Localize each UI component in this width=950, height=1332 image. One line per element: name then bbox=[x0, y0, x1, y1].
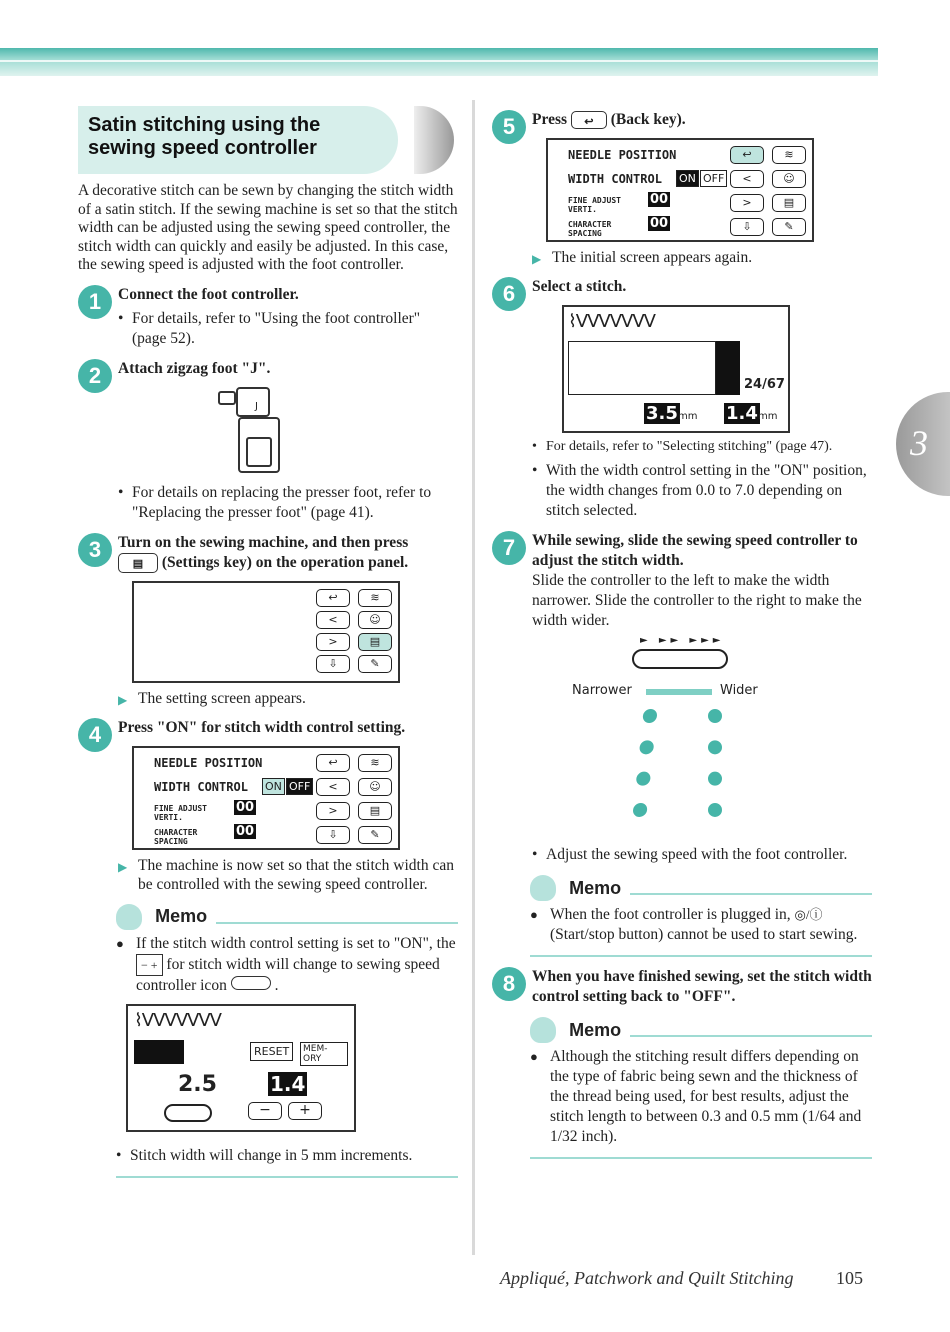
memo-bell-icon bbox=[530, 875, 556, 901]
step-1 bbox=[78, 285, 458, 349]
memo-bell-icon bbox=[116, 904, 142, 930]
char-key[interactable]: ☺ bbox=[358, 778, 392, 796]
step-3 bbox=[78, 533, 458, 708]
width-unit: mm bbox=[678, 411, 698, 422]
step-result: ▶ The initial screen appears again. bbox=[532, 248, 872, 267]
right-column bbox=[492, 110, 872, 1159]
memo-text-a: If the stitch width control setting is set to "ON", the bbox=[136, 934, 456, 952]
chapter-tab bbox=[896, 392, 950, 496]
memory-key[interactable]: ⇩ bbox=[316, 826, 350, 844]
fine-adjust-value: 00 bbox=[650, 192, 669, 207]
step-6 bbox=[492, 277, 872, 521]
step-7 bbox=[492, 531, 872, 865]
char-key[interactable]: ☺ bbox=[358, 611, 392, 629]
width-minus-button[interactable]: − bbox=[248, 1102, 282, 1120]
back-key[interactable]: ↩ bbox=[316, 754, 350, 772]
help-key[interactable]: ✎ bbox=[358, 826, 392, 844]
fine-adjust-label: FINE ADJUST VERTI. bbox=[568, 196, 621, 214]
memory-button[interactable]: MEM-ORY bbox=[300, 1042, 348, 1066]
step-heading: When you have finished sewing, set the stitch width control setting back to "OFF". bbox=[532, 968, 872, 1005]
step-bullet: • For details on replacing the presser foot, refer to "Replacing the presser foot" (page 41). bbox=[118, 483, 458, 523]
step-heading-cont: (Back key). bbox=[610, 111, 686, 128]
length-unit: mm bbox=[758, 411, 778, 422]
fine-adjust-label: FINE ADJUST VERTI. bbox=[154, 803, 207, 822]
settings-screen bbox=[132, 581, 400, 683]
step-number: 1 bbox=[78, 285, 112, 319]
step-heading: Select a stitch. bbox=[532, 278, 627, 295]
narrower-label: Narrower bbox=[572, 683, 632, 698]
back-key-icon: ↩ bbox=[571, 111, 607, 129]
char-spacing-label: CHARACTER SPACING bbox=[154, 827, 198, 846]
foot-label: J bbox=[255, 400, 258, 412]
memo-text-c: . bbox=[274, 976, 279, 994]
step-number: 4 bbox=[78, 718, 112, 752]
wider-label: Wider bbox=[720, 683, 758, 698]
minus-plus-icon: − + bbox=[136, 954, 163, 976]
step-heading: Press "ON" for stitch width control setting. bbox=[118, 718, 406, 736]
memo-text-b: (Start/stop button) cannot be used to start sewing. bbox=[550, 926, 858, 943]
memory-key[interactable]: ⇩ bbox=[730, 218, 764, 236]
memo-box-1 bbox=[116, 904, 458, 1178]
step-4 bbox=[78, 718, 458, 894]
zigzag-foot-illustration bbox=[218, 387, 458, 479]
on-button[interactable]: ON bbox=[262, 778, 285, 795]
needle-position-label: NEEDLE POSITION bbox=[154, 755, 263, 770]
step-2 bbox=[78, 359, 458, 523]
back-key[interactable]: ↩ bbox=[316, 589, 350, 607]
step-bullet: • With the width control setting in the "ON" position, the width changes from 0.0 to 7.0 depending on stitch selected. bbox=[532, 461, 872, 521]
settings-key[interactable]: ▤ bbox=[358, 802, 392, 820]
speed-controller-icon bbox=[231, 976, 271, 990]
width-plus-button[interactable]: + bbox=[288, 1102, 322, 1120]
stitch-display-left bbox=[134, 1040, 184, 1064]
width-value: 2.5 bbox=[178, 1071, 217, 1097]
step-8 bbox=[492, 967, 872, 1007]
step-bullet: • For details, refer to "Selecting stitching" (page 47). bbox=[532, 437, 872, 457]
width-control-label: WIDTH CONTROL bbox=[568, 172, 662, 186]
step-number: 2 bbox=[78, 359, 112, 393]
page-number: 105 bbox=[836, 1268, 863, 1288]
length-value: 1.4 bbox=[726, 403, 758, 424]
memo-title: Memo bbox=[569, 877, 622, 898]
memory-key[interactable]: ⇩ bbox=[316, 655, 350, 673]
selected-stitch[interactable] bbox=[716, 341, 740, 395]
length-value: 1.4 bbox=[270, 1071, 306, 1096]
section-title: Satin stitching using the sewing speed controller bbox=[88, 114, 321, 159]
step-result: ▶ The setting screen appears. bbox=[118, 689, 458, 708]
step-number: 5 bbox=[492, 110, 526, 144]
back-key[interactable]: ↩ bbox=[730, 146, 764, 164]
step-heading: Press bbox=[532, 111, 568, 128]
chapter-number: 3 bbox=[910, 423, 928, 463]
settings-key-icon: ▤ bbox=[118, 553, 158, 573]
step-bullet: • Adjust the sewing speed with the foot controller. bbox=[532, 845, 872, 865]
off-button[interactable]: OFF bbox=[700, 170, 727, 187]
stitch-select-screen bbox=[562, 305, 790, 433]
off-button[interactable]: OFF bbox=[286, 778, 313, 795]
column-divider bbox=[472, 100, 475, 1255]
needle-position-label: NEEDLE POSITION bbox=[568, 148, 677, 162]
memo-title: Memo bbox=[569, 1019, 622, 1040]
fine-adjust-value: 00 bbox=[236, 799, 255, 815]
stitch-memo-screen bbox=[126, 1004, 356, 1132]
step-number: 7 bbox=[492, 531, 526, 565]
memo-bullet: • Stitch width will change in 5 mm increments. bbox=[116, 1146, 458, 1166]
on-button[interactable]: ON bbox=[676, 170, 699, 187]
step-5 bbox=[492, 110, 872, 267]
next-key[interactable]: > bbox=[316, 802, 350, 820]
step-heading-cont: (Settings key) on the operation panel. bbox=[161, 553, 409, 571]
step-number: 3 bbox=[78, 533, 112, 567]
intro-text: A decorative stitch can be sewn by changing the stitch width of a satin stitch. If the sewing machine is set so that the stitch width can be adjusted using the sewing speed controller, the stitch width can quickly and easily be adjusted. In this case, the sewing speed is adjusted with the foot controller. bbox=[78, 182, 458, 273]
step-heading: Attach zigzag foot "J". bbox=[118, 359, 271, 377]
speed-arrows: ► ►► ►►► bbox=[640, 635, 725, 646]
step-result: ▶ The machine is now set so that the stitch width can be controlled with the sewing speed controller. bbox=[118, 856, 458, 894]
memo-box-3 bbox=[530, 1017, 872, 1159]
speed-slider[interactable] bbox=[632, 649, 728, 669]
step-text: Slide the controller to the left to make the width narrower. Slide the controller to the right to make the width wider. bbox=[532, 572, 862, 629]
stitch-key[interactable]: ≋ bbox=[358, 589, 392, 607]
back-screen bbox=[546, 138, 814, 242]
width-value: 3.5 bbox=[646, 403, 678, 424]
help-key[interactable]: ✎ bbox=[772, 218, 806, 236]
speed-controller-icon bbox=[164, 1104, 212, 1122]
stitch-counter: 24/67 bbox=[744, 377, 785, 392]
step-heading: While sewing, slide the sewing speed controller to adjust the stitch width. bbox=[532, 532, 858, 569]
header-band bbox=[0, 48, 878, 76]
section-title-box bbox=[78, 100, 453, 170]
step-heading: Turn on the sewing machine, and then press bbox=[118, 533, 409, 551]
prev-key[interactable]: < bbox=[730, 170, 764, 188]
left-column bbox=[78, 100, 458, 1178]
step-number: 8 bbox=[492, 967, 526, 1001]
settings-key[interactable]: ▤ bbox=[358, 633, 392, 651]
zigzag-display: ⌇ᐯᐯᐯᐯᐯᐯᐯ bbox=[568, 311, 655, 332]
next-key[interactable]: > bbox=[730, 194, 764, 212]
memo-text-b: for stitch width will change to sewing speed controller icon bbox=[136, 955, 440, 994]
memo-bell-icon bbox=[530, 1017, 556, 1043]
char-key[interactable]: ☺ bbox=[772, 170, 806, 188]
stitch-grid bbox=[568, 341, 716, 395]
double-arrow-icon bbox=[646, 689, 712, 695]
memo-title: Memo bbox=[155, 906, 208, 927]
zigzag-display: ⌇ᐯᐯᐯᐯᐯᐯᐯ bbox=[134, 1009, 221, 1031]
char-spacing-value: 00 bbox=[236, 823, 255, 839]
width-control-screen bbox=[132, 746, 400, 850]
width-control-label: WIDTH CONTROL bbox=[154, 779, 248, 794]
prev-key[interactable]: < bbox=[316, 778, 350, 796]
step-bullet: • For details, refer to "Using the foot controller" (page 52). bbox=[118, 309, 458, 349]
stitch-key[interactable]: ≋ bbox=[772, 146, 806, 164]
settings-key[interactable]: ▤ bbox=[772, 194, 806, 212]
stitch-key[interactable]: ≋ bbox=[358, 754, 392, 772]
memo-text-a: When the foot controller is plugged in, bbox=[550, 906, 791, 923]
memo-text: ● Although the stitching result differs depending on the type of fabric being sewn and the thickness of the thread being used, for best results, adjust the stitch length to between 0.3 and 0.5 mm (1/64 and 1/32 inch). bbox=[530, 1047, 872, 1147]
char-spacing-value: 00 bbox=[650, 216, 669, 231]
footer-title: Appliqué, Patchwork and Quilt Stitching bbox=[500, 1268, 794, 1288]
memo-box-2 bbox=[530, 875, 872, 957]
prev-key[interactable]: < bbox=[316, 611, 350, 629]
speed-controller-illustration bbox=[532, 631, 872, 701]
next-key[interactable]: > bbox=[316, 633, 350, 651]
start-stop-icon: ◎/ⓘ bbox=[794, 907, 823, 922]
char-spacing-label: CHARACTER SPACING bbox=[568, 220, 612, 238]
stitch-result-illustration bbox=[532, 701, 872, 841]
step-number: 6 bbox=[492, 277, 526, 311]
step-heading: Connect the foot controller. bbox=[118, 285, 299, 303]
help-key[interactable]: ✎ bbox=[358, 655, 392, 673]
reset-button[interactable]: RESET bbox=[250, 1042, 293, 1061]
